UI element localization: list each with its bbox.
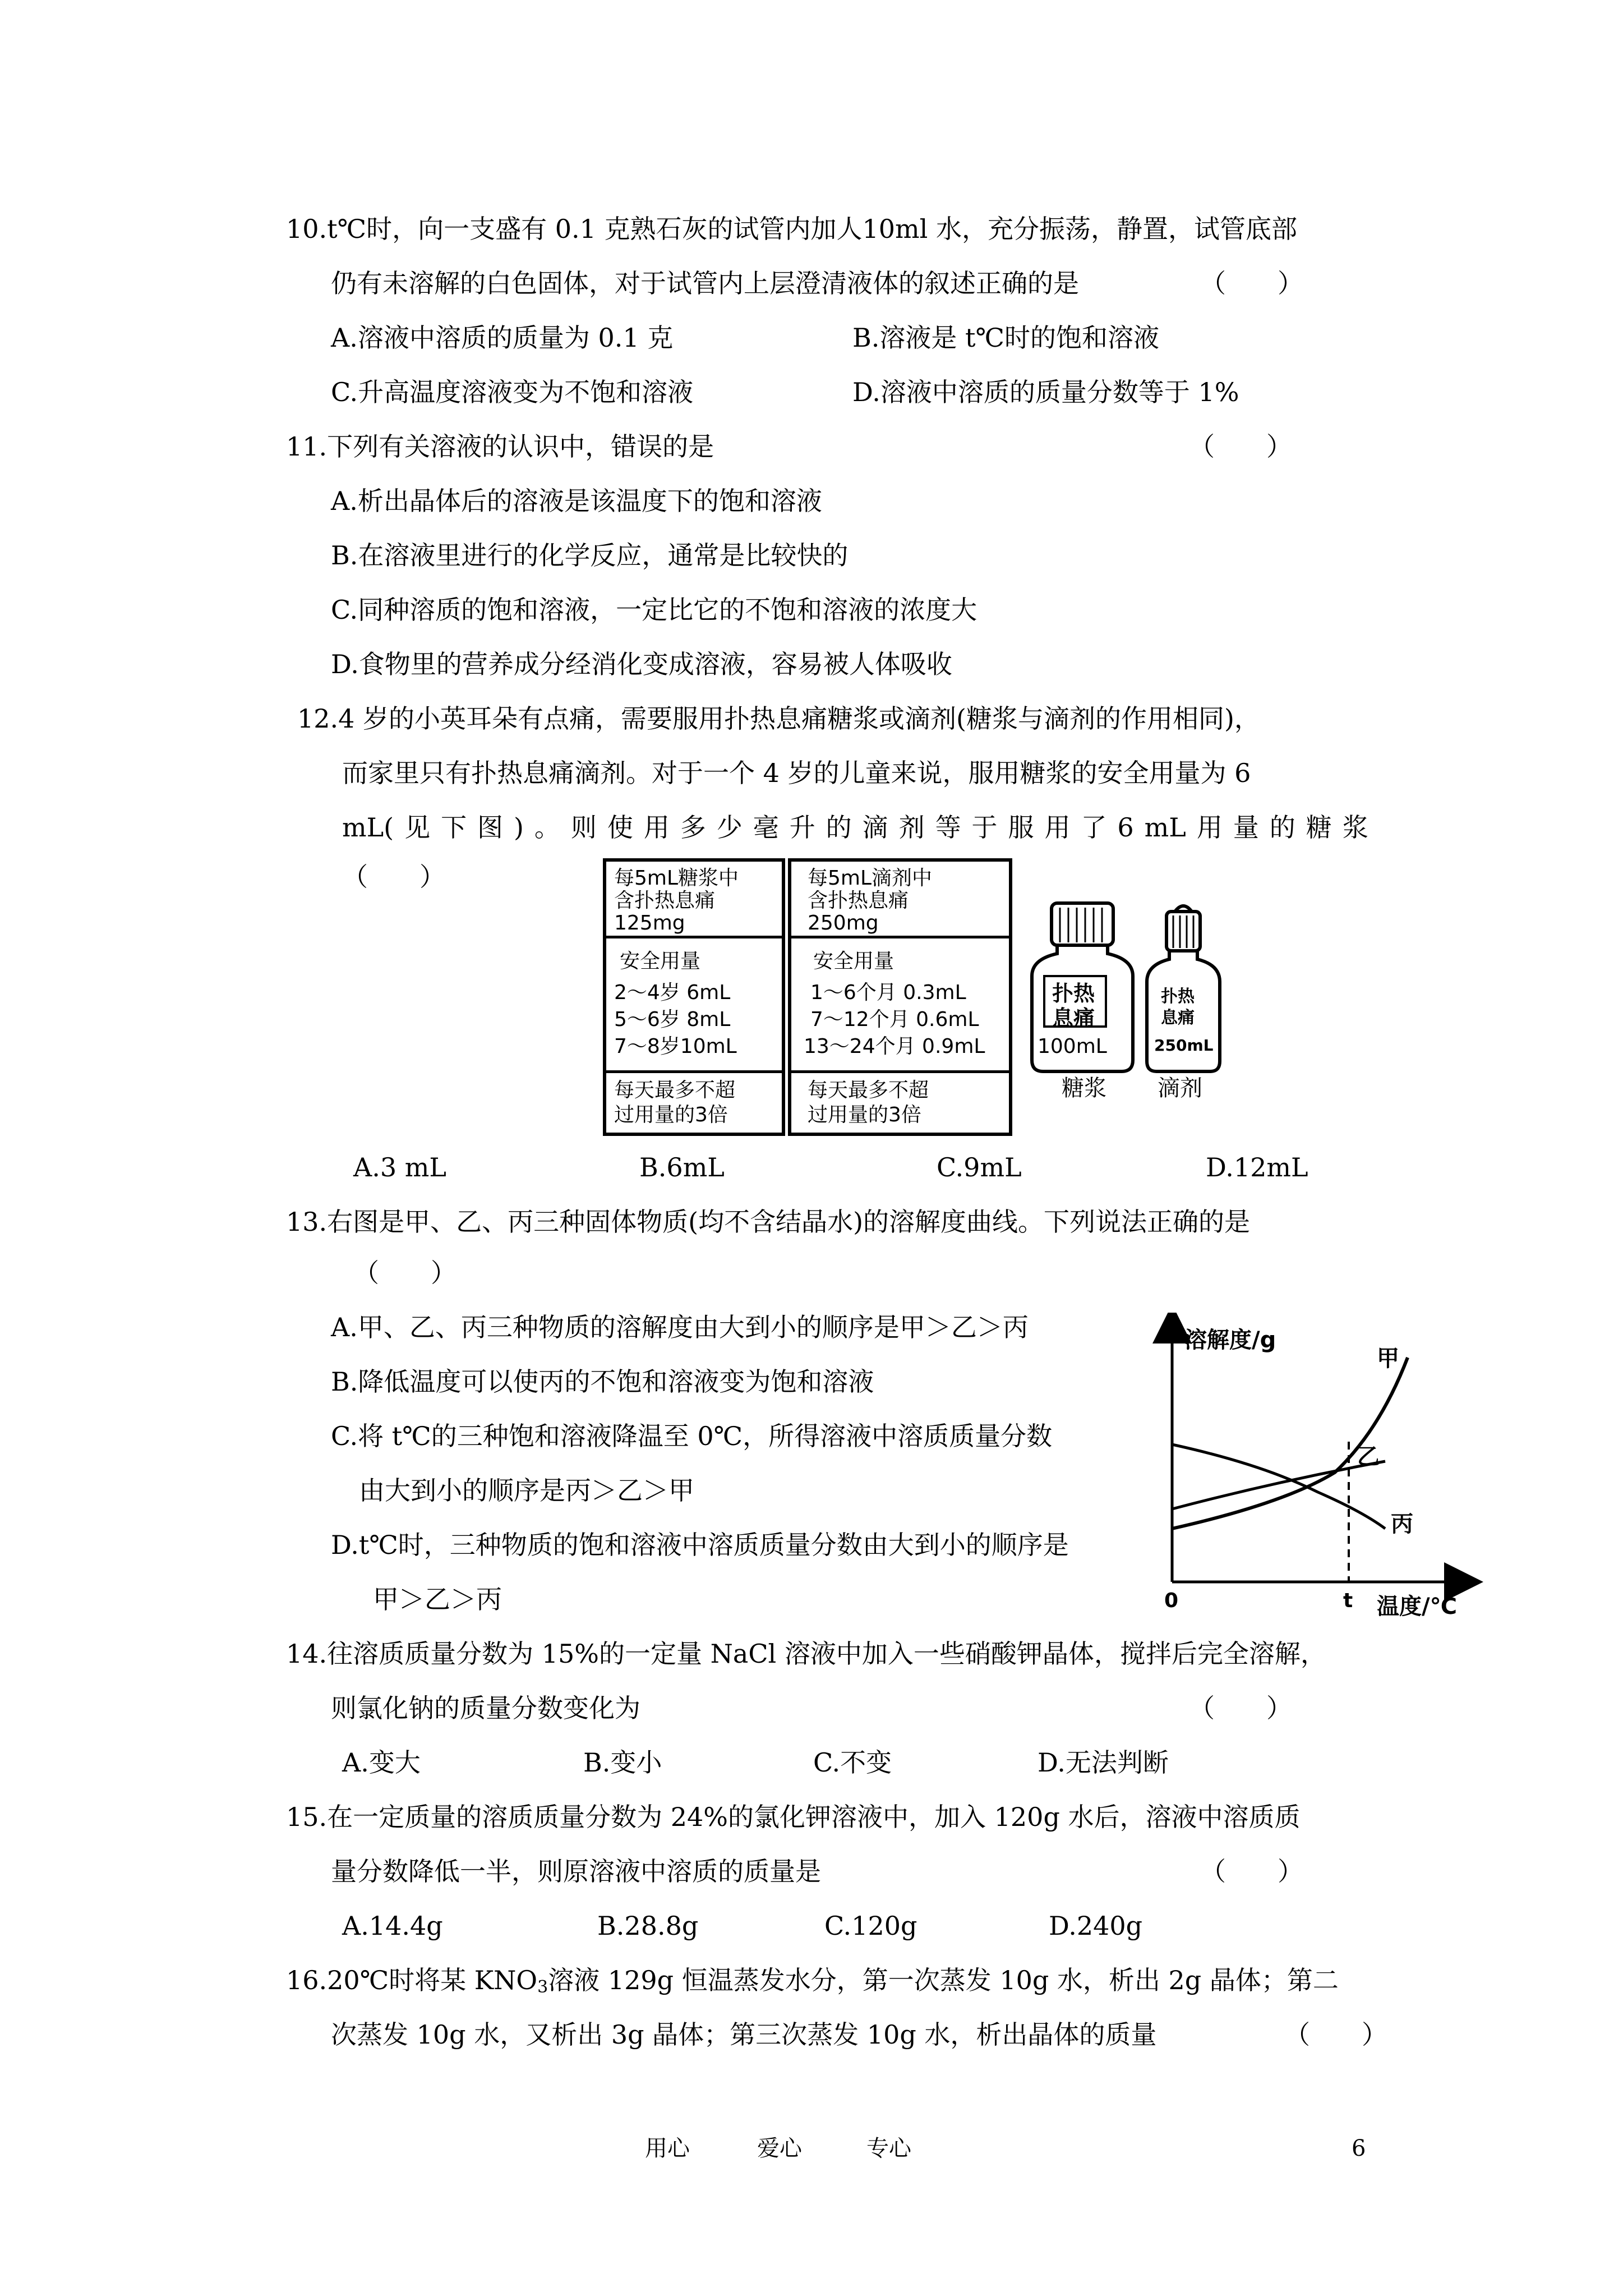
q10-option-d: D.溶液中溶质的质量分数等于 1%: [852, 377, 1239, 407]
syrup-bottle-name: 糖浆: [1062, 1075, 1106, 1101]
q13-option-d-continued: 甲＞乙＞丙: [373, 1584, 502, 1614]
syrup-box-row: 7～8岁10mL: [614, 1035, 737, 1058]
q10-option-c: C.升高温度溶液变为不饱和溶液: [331, 377, 694, 407]
q14-option-c: C.不变: [813, 1747, 892, 1778]
q14-stem-line2: 则氯化钠的质量分数变化为: [331, 1693, 640, 1723]
q12-stem-line3-token: 用: [643, 812, 670, 843]
q13-option-b: B.降低温度可以使丙的不饱和溶液变为饱和溶液: [331, 1366, 874, 1397]
q13-option-a: A.甲、乙、丙三种物质的溶解度由大到小的顺序是甲＞乙＞丙: [331, 1312, 1029, 1342]
q11-option-c: C.同种溶质的饱和溶液，一定比它的不饱和溶液的浓度大: [331, 595, 978, 625]
q10-option-a: A.溶液中溶质的质量为 0.1 克: [331, 323, 674, 353]
q12-stem-line3-token: 多: [680, 812, 706, 843]
syrup-box-dose: 125mg: [614, 912, 685, 935]
q13-option-c-continued: 由大到小的顺序是丙＞乙＞甲: [359, 1475, 694, 1506]
curve-yi: [1172, 1461, 1385, 1509]
q12-stem-line3-token: 使: [607, 812, 633, 843]
q12-option-c: C.9mL: [937, 1152, 1022, 1182]
q11-option-a: A.析出晶体后的溶液是该温度下的饱和溶液: [331, 486, 822, 516]
q12-stem-line3: [342, 812, 1368, 843]
syrup-box-row: 2～4岁 6mL: [614, 981, 731, 1004]
q10-option-b: B.溶液是 t℃时的饱和溶液: [852, 323, 1159, 353]
q12-answer-paren: （ ）: [342, 862, 445, 892]
syrup-box-footnote: 过用量的3倍: [614, 1103, 728, 1126]
q12-stem-line3-token: 了: [1081, 812, 1107, 843]
q12-stem-line3-token: 。: [534, 812, 560, 843]
q12-stem-line3-token: 糖: [1306, 812, 1332, 843]
drops-box-heading: 每5mL滴剂中: [808, 867, 933, 890]
drops-box-row: 13～24个月 0.9mL: [804, 1035, 985, 1058]
q15-stem-line1: 15.在一定质量的溶质质量分数为 24%的氯化钾溶液中，加入 120g 水后，溶液中溶质质: [286, 1802, 1301, 1832]
q12-stem-line3-token: 量: [1233, 812, 1259, 843]
curve-jia: [1172, 1358, 1408, 1529]
q12-stem-line3-token: 则: [570, 812, 597, 843]
q11-stem: 11.下列有关溶液的认识中，错误的是: [286, 431, 714, 462]
drops-bottle-name: 滴剂: [1158, 1075, 1202, 1101]
q13-answer-paren: （ ）: [353, 1258, 457, 1288]
q16-answer-paren: （ ）: [1284, 2019, 1387, 2050]
q11-option-b: B.在溶液里进行的化学反应，通常是比较快的: [331, 540, 849, 570]
q10-stem-line1: 10.t℃时，向一支盛有 0.1 克熟石灰的试管内加人10ml 水，充分振荡，静置，试管底部: [286, 214, 1297, 244]
q12-stem-line3-token: 的: [826, 812, 852, 843]
syrup-box-footnote: 每天最多不超: [614, 1079, 736, 1102]
q15-option-d: D.240g: [1049, 1911, 1143, 1941]
syrup-box-row: 5～6岁 8mL: [614, 1008, 731, 1031]
q12-stem-line3-token: 服: [1008, 812, 1034, 843]
q12-stem-line2: 而家里只有扑热息痛滴剂。对于一个 4 岁的儿童来说，服用糖浆的安全用量为 6: [342, 758, 1251, 788]
q11-answer-paren: （ ）: [1189, 431, 1292, 462]
q14-stem-line1: 14.往溶质质量分数为 15%的一定量 NaCl 溶液中加入一些硝酸钾晶体，搅拌后完全溶解，: [286, 1639, 1326, 1669]
x-axis-label: 温度/℃: [1377, 1594, 1458, 1619]
q15-answer-paren: （ ）: [1200, 1856, 1303, 1887]
footer-motto: 爱心: [757, 2136, 802, 2161]
q16-stem-line1: 16.20℃时将某 $KNO_3$溶液 129g 恒温蒸发水分，第一次蒸发 10g 水，析出 2g 晶体；第二: [286, 1965, 1339, 1997]
q11-option-d: D.食物里的营养成分经消化变成溶液，容易被人体吸收: [331, 649, 952, 679]
q14-answer-paren: （ ）: [1189, 1693, 1292, 1723]
q12-stem-line3-token: 于: [971, 812, 998, 843]
drops-box-row: 7～12个月 0.6mL: [810, 1008, 979, 1031]
q12-stem-line3-token: 见: [404, 812, 431, 843]
q13-stem: 13.右图是甲、乙、丙三种固体物质(均不含结晶水)的溶解度曲线。下列说法正确的是: [286, 1207, 1251, 1237]
solubility-curve-graph: [1150, 1313, 1509, 1627]
q15-stem-line2: 量分数降低一半，则原溶液中溶质的质量是: [331, 1856, 821, 1887]
q15-option-b: B.28.8g: [597, 1911, 699, 1941]
drops-bottle-label: 扑热: [1161, 987, 1195, 1006]
q12-option-a: A.3 mL: [353, 1152, 446, 1182]
q12-stem-line3-token: 剂: [898, 812, 925, 843]
drops-box-dose: 250mg: [808, 912, 879, 935]
q12-stem-line3-token: 升: [789, 812, 815, 843]
drops-box-footnote: 每天最多不超: [808, 1079, 929, 1102]
q12-stem-line3-token: 的: [1269, 812, 1295, 843]
drops-box-row: 1～6个月 0.3mL: [810, 981, 966, 1004]
q12-stem-line3-token: ): [514, 812, 524, 843]
q12-stem-line3-token: mL(: [342, 812, 394, 843]
page-number: 6: [1352, 2136, 1366, 2161]
q14-option-d: D.无法判断: [1038, 1747, 1169, 1778]
t-tick-label: t: [1343, 1589, 1353, 1612]
q12-stem-line3-token: 下: [441, 812, 467, 843]
drops-box-footnote: 过用量的3倍: [808, 1103, 921, 1126]
q12-stem-line3-token: 毫: [753, 812, 779, 843]
q12-option-d: D.12mL: [1206, 1152, 1308, 1182]
drops-bottle-label: 息痛: [1161, 1008, 1195, 1028]
drops-box-heading: 含扑热息痛: [808, 889, 909, 912]
origin-label: 0: [1164, 1589, 1179, 1612]
q12-stem-line3-token: 图: [477, 812, 504, 843]
divider: [603, 1070, 785, 1073]
curve-label-jia: 甲: [1377, 1346, 1399, 1372]
q12-stem-line1: 12.4 岁的小英耳朵有点痛，需要服用扑热息痛糖浆或滴剂(糖浆与滴剂的作用相同)，: [297, 703, 1260, 734]
q14-option-a: A.变大: [342, 1747, 421, 1778]
syrup-bottle-label: 扑热: [1052, 981, 1095, 1006]
q16-stem-line2: 次蒸发 10g 水，又析出 3g 晶体；第三次蒸发 10g 水，析出晶体的质量: [331, 2019, 1157, 2050]
q12-option-b: B.6mL: [639, 1152, 725, 1182]
q12-stem-line3-token: 浆: [1342, 812, 1368, 843]
q12-stem-line3-token: mL: [1144, 812, 1186, 843]
divider: [788, 1070, 1012, 1073]
q12-stem-line3-token: 6: [1117, 812, 1134, 843]
q12-stem-line3-token: 用: [1196, 812, 1223, 843]
q13-option-d: D.t℃时，三种物质的饱和溶液中溶质质量分数由大到小的顺序是: [331, 1530, 1069, 1560]
drops-box-safe-title: 安全用量: [813, 950, 895, 973]
q12-stem-line3-token: 滴: [862, 812, 888, 843]
curve-bing: [1172, 1444, 1385, 1529]
footer-motto: 专心: [866, 2136, 911, 2161]
q15-option-a: A.14.4g: [342, 1911, 443, 1941]
syrup-bottle-volume: 100mL: [1038, 1035, 1107, 1058]
curve-label-yi: 乙: [1357, 1444, 1380, 1470]
curve-label-bing: 丙: [1391, 1511, 1413, 1537]
divider: [788, 936, 1012, 938]
q12-stem-line3-token: 少: [716, 812, 743, 843]
syrup-box-safe-title: 安全用量: [620, 950, 701, 973]
drops-bottle-volume: 250mL: [1154, 1036, 1214, 1055]
q10-stem-line2: 仍有未溶解的白色固体，对于试管内上层澄清液体的叙述正确的是: [331, 268, 1079, 298]
y-axis-label: 溶解度/g: [1184, 1327, 1276, 1353]
syrup-box-heading: 含扑热息痛: [614, 889, 716, 912]
divider: [603, 936, 785, 938]
q12-stem-line3-token: 用: [1044, 812, 1071, 843]
syrup-box-heading: 每5mL糖浆中: [614, 867, 739, 890]
q15-option-c: C.120g: [824, 1911, 917, 1941]
q14-option-b: B.变小: [583, 1747, 662, 1778]
q13-option-c: C.将 t℃的三种饱和溶液降温至 0℃，所得溶液中溶质质量分数: [331, 1421, 1053, 1451]
q12-stem-line3-token: 等: [935, 812, 961, 843]
q10-answer-paren: （ ）: [1200, 268, 1303, 298]
footer-motto: 用心: [645, 2136, 690, 2161]
syrup-bottle-label: 息痛: [1052, 1006, 1095, 1030]
